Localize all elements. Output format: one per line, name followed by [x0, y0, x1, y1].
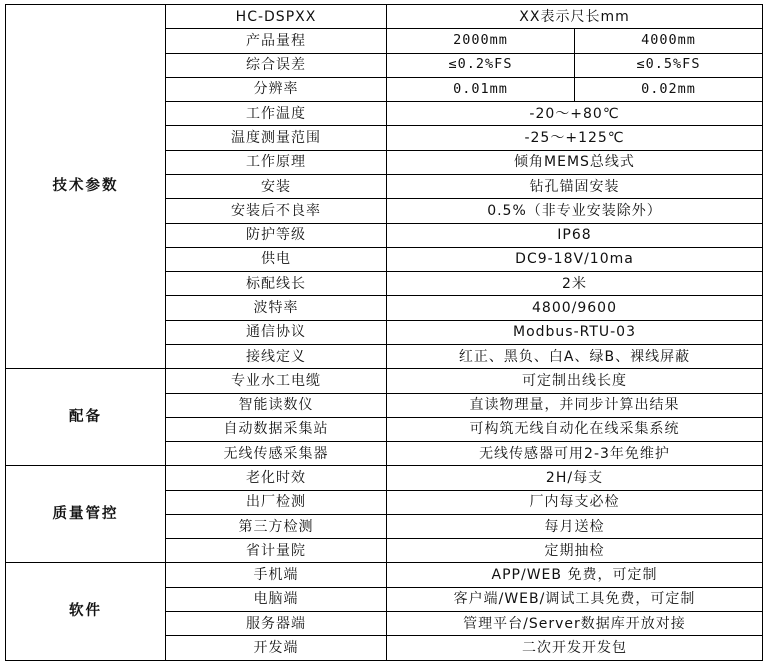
param-value: 无线传感器可用2-3年免维护 [387, 442, 763, 466]
param-label: 手机端 [166, 563, 387, 587]
param-label: 电脑端 [166, 587, 387, 611]
table-row [6, 563, 763, 587]
param-label: 标配线长 [166, 272, 387, 296]
param-label: 分辨率 [166, 77, 387, 101]
param-label: 安装 [166, 174, 387, 198]
param-value: APP/WEB 免费，可定制 [387, 563, 763, 587]
param-value: -20～+80℃ [387, 102, 763, 126]
param-label: 防护等级 [166, 223, 387, 247]
param-label: 第三方检测 [166, 514, 387, 538]
param-label: 智能读数仪 [166, 393, 387, 417]
param-value: 倾角MEMS总线式 [387, 150, 763, 174]
param-label: 省计量院 [166, 539, 387, 563]
param-value: -25～+125℃ [387, 126, 763, 150]
param-label: 接线定义 [166, 344, 387, 368]
param-value: ≤0.2%FS [387, 53, 575, 77]
param-value: ≤0.5%FS [575, 53, 763, 77]
table-row [6, 466, 763, 490]
param-label: 开发端 [166, 636, 387, 661]
param-label: 波特率 [166, 296, 387, 320]
param-value: 0.01mm [387, 77, 575, 101]
param-value: 客户端/WEB/调试工具免费，可定制 [387, 587, 763, 611]
param-label: 服务器端 [166, 612, 387, 636]
category-cell: 配备 [6, 369, 166, 466]
param-value: 厂内每支必检 [387, 490, 763, 514]
category-cell: 质量管控 [6, 466, 166, 563]
param-value: 管理平台/Server数据库开放对接 [387, 612, 763, 636]
param-label: 安装后不良率 [166, 199, 387, 223]
param-value: 可定制出线长度 [387, 369, 763, 393]
param-value: 2米 [387, 272, 763, 296]
param-label: 自动数据采集站 [166, 417, 387, 441]
table-row [6, 369, 763, 393]
param-label: 出厂检测 [166, 490, 387, 514]
param-value: 钻孔锚固安装 [387, 174, 763, 198]
category-cell: 软件 [6, 563, 166, 661]
category-cell: 技术参数 [6, 5, 166, 369]
param-label: 专业水工电缆 [166, 369, 387, 393]
param-value: XX表示尺长mm [387, 5, 763, 29]
param-value: 二次开发开发包 [387, 636, 763, 661]
param-value: 2H/每支 [387, 466, 763, 490]
param-label: 产品量程 [166, 29, 387, 53]
param-value: Modbus-RTU-03 [387, 320, 763, 344]
param-value: 定期抽检 [387, 539, 763, 563]
param-label: 老化时效 [166, 466, 387, 490]
param-label: 无线传感采集器 [166, 442, 387, 466]
param-value: DC9-18V/10ma [387, 247, 763, 271]
spec-table [5, 4, 763, 661]
param-value: 0.5%（非专业安装除外） [387, 199, 763, 223]
param-value: 直读物理量，并同步计算出结果 [387, 393, 763, 417]
param-value: 红正、黑负、白A、绿B、裸线屏蔽 [387, 344, 763, 368]
param-value: 2000mm [387, 29, 575, 53]
param-value: 4000mm [575, 29, 763, 53]
param-label: 工作温度 [166, 102, 387, 126]
param-label: 通信协议 [166, 320, 387, 344]
param-label: 供电 [166, 247, 387, 271]
param-label: HC-DSPXX [166, 5, 387, 29]
param-value: 0.02mm [575, 77, 763, 101]
table-row [6, 5, 763, 29]
param-label: 工作原理 [166, 150, 387, 174]
param-value: IP68 [387, 223, 763, 247]
param-value: 4800/9600 [387, 296, 763, 320]
param-value: 可构筑无线自动化在线采集系统 [387, 417, 763, 441]
param-label: 温度测量范围 [166, 126, 387, 150]
param-label: 综合误差 [166, 53, 387, 77]
param-value: 每月送检 [387, 514, 763, 538]
spec-table-body [6, 5, 763, 661]
